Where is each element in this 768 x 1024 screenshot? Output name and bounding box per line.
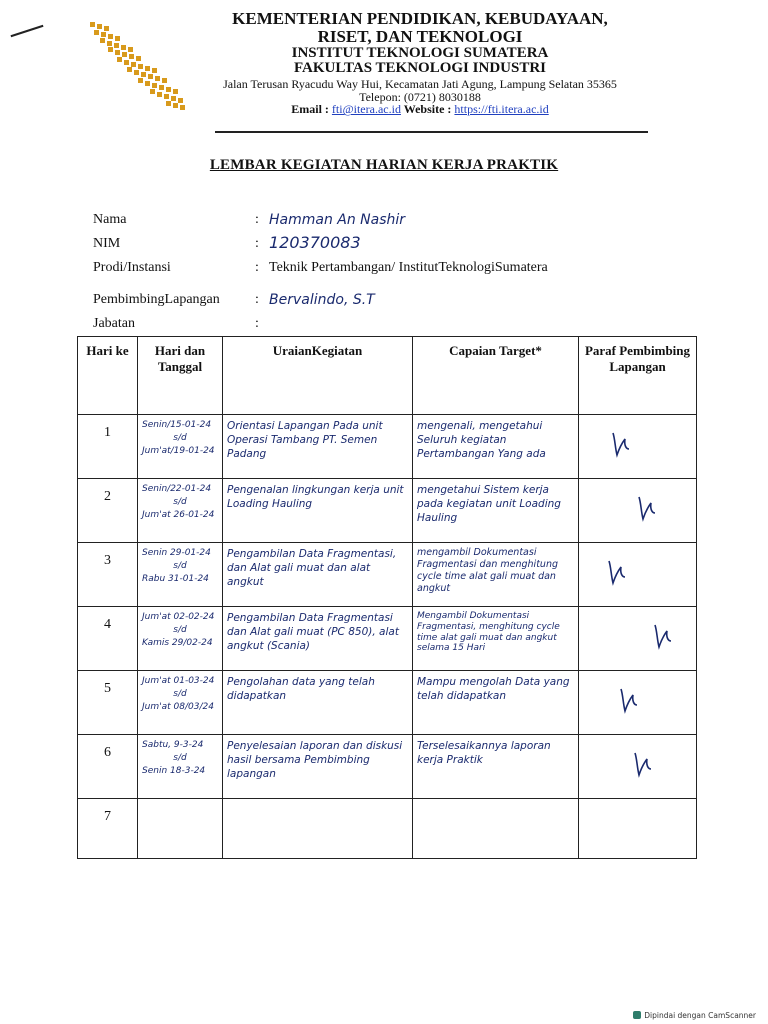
row-signature bbox=[579, 607, 697, 671]
jabatan-label: Jabatan bbox=[93, 316, 135, 331]
col-header-date: Hari dan Tanggal bbox=[138, 337, 223, 415]
row-date bbox=[138, 799, 223, 859]
camscanner-icon bbox=[633, 1011, 641, 1019]
signature-mark bbox=[605, 557, 631, 587]
colon: : bbox=[255, 260, 259, 275]
field-nim bbox=[93, 228, 693, 252]
faculty-name: FAKULTAS TEKNOLOGI INDUSTRI bbox=[293, 60, 546, 77]
field-pembimbing bbox=[93, 284, 693, 308]
row-number: 5 bbox=[78, 671, 138, 735]
signature-mark bbox=[617, 685, 643, 715]
nama-label: Nama bbox=[93, 212, 127, 227]
col-header-target: Capaian Target* bbox=[413, 337, 579, 415]
row-date: Sabtu, 9-3-24 s/d Senin 18-3-24 bbox=[138, 735, 223, 799]
row-activity: Pengambilan Data Fragmentasi dan Alat gali muat (PC 850), alat angkut (Scania) bbox=[223, 607, 413, 671]
row-activity: Orientasi Lapangan Pada unit Operasi Tambang PT. Semen Padang bbox=[223, 415, 413, 479]
row-date: Jum'at 01-03-24 s/d Jum'at 08/03/24 bbox=[138, 671, 223, 735]
row-signature bbox=[579, 543, 697, 607]
row-signature bbox=[579, 735, 697, 799]
email-link[interactable]: fti@itera.ac.id bbox=[331, 102, 401, 117]
field-nama bbox=[93, 204, 693, 228]
col-header-sign: Paraf Pembimbing Lapangan bbox=[579, 337, 697, 415]
ministry-name: KEMENTERIAN PENDIDIKAN, KEBUDAYAAN, bbox=[232, 9, 608, 28]
colon: : bbox=[255, 212, 259, 227]
table-row bbox=[78, 543, 697, 607]
table-header-row bbox=[78, 337, 697, 415]
letterhead bbox=[185, 10, 655, 116]
row-activity bbox=[223, 799, 413, 859]
table-row bbox=[78, 479, 697, 543]
table-row bbox=[78, 415, 697, 479]
contact-line bbox=[185, 103, 655, 116]
row-number: 4 bbox=[78, 607, 138, 671]
watermark-text: Dipindai dengan CamScanner bbox=[644, 1011, 756, 1020]
row-number: 6 bbox=[78, 735, 138, 799]
row-signature bbox=[579, 671, 697, 735]
row-activity: Pengambilan Data Fragmentasi, dan Alat gali muat dan alat angkut bbox=[223, 543, 413, 607]
row-target bbox=[413, 799, 579, 859]
prodi-value: Teknik Pertambangan/ InstitutTeknologiSumatera bbox=[269, 260, 548, 275]
nim-label: NIM bbox=[93, 236, 121, 251]
row-activity: Penyelesaian laporan dan diskusi hasil bersama Pembimbing lapangan bbox=[223, 735, 413, 799]
address: Jalan Terusan Ryacudu Way Hui, Kecamatan Jati Agung, Lampung Selatan 35365 bbox=[223, 77, 617, 92]
table-row bbox=[78, 671, 697, 735]
phone: Telepon: (0721) 8030188 bbox=[359, 89, 481, 104]
row-target: mengambil Dokumentasi Fragmentasi dan menghitung cycle time alat gali muat dan angkut bbox=[413, 543, 579, 607]
table-row bbox=[78, 607, 697, 671]
nim-value: 120370083 bbox=[269, 233, 361, 252]
row-target: mengenali, mengetahui Seluruh kegiatan Pertambangan Yang ada bbox=[413, 415, 579, 479]
row-date: Senin 29-01-24 s/d Rabu 31-01-24 bbox=[138, 543, 223, 607]
field-prodi bbox=[93, 252, 693, 276]
row-date: Senin/15-01-24 s/d Jum'at/19-01-24 bbox=[138, 415, 223, 479]
header-divider bbox=[215, 131, 648, 133]
colon: : bbox=[255, 236, 259, 251]
table-row bbox=[78, 735, 697, 799]
row-number: 2 bbox=[78, 479, 138, 543]
document-title: LEMBAR KEGIATAN HARIAN KERJA PRAKTIK bbox=[209, 157, 559, 173]
stray-pen-mark bbox=[11, 25, 44, 37]
ministry-name-cont: RISET, DAN TEKNOLOGI bbox=[317, 26, 523, 46]
email-label: Email : bbox=[291, 102, 329, 117]
row-number: 7 bbox=[78, 799, 138, 859]
website-label: Website : bbox=[403, 102, 452, 117]
row-target: Mengambil Dokumentasi Fragmentasi, menghitung cycle time alat gali muat dan angkut selama 15 Hari bbox=[413, 607, 579, 671]
prodi-label: Prodi/Instansi bbox=[93, 260, 171, 275]
row-activity: Pengenalan lingkungan kerja unit Loading Hauling bbox=[223, 479, 413, 543]
table-row bbox=[78, 799, 697, 859]
row-number: 1 bbox=[78, 415, 138, 479]
website-link[interactable]: https://fti.itera.ac.id bbox=[454, 102, 549, 117]
signature-mark bbox=[635, 493, 661, 523]
row-target: Terselesaikannya laporan kerja Praktik bbox=[413, 735, 579, 799]
institute-name: INSTITUT TEKNOLOGI SUMATERA bbox=[291, 44, 549, 61]
row-date: Jum'at 02-02-24 s/d Kamis 29/02-24 bbox=[138, 607, 223, 671]
col-header-activity: UraianKegiatan bbox=[223, 337, 413, 415]
field-jabatan bbox=[93, 308, 693, 332]
activity-table bbox=[77, 336, 697, 859]
row-signature bbox=[579, 479, 697, 543]
colon: : bbox=[255, 292, 259, 307]
row-activity: Pengolahan data yang telah didapatkan bbox=[223, 671, 413, 735]
scanner-watermark bbox=[633, 1011, 756, 1020]
signature-mark bbox=[609, 429, 635, 459]
colon: : bbox=[255, 316, 259, 331]
col-header-no: Hari ke bbox=[78, 337, 138, 415]
row-signature bbox=[579, 799, 697, 859]
pembimbing-value: Bervalindo, S.T bbox=[269, 292, 375, 308]
row-number: 3 bbox=[78, 543, 138, 607]
row-target: mengetahui Sistem kerja pada kegiatan unit Loading Hauling bbox=[413, 479, 579, 543]
pembimbing-label: PembimbingLapangan bbox=[93, 292, 220, 307]
nama-value: Hamman An Nashir bbox=[269, 212, 406, 228]
signature-mark bbox=[631, 749, 657, 779]
row-signature bbox=[579, 415, 697, 479]
signature-mark bbox=[651, 621, 677, 651]
row-date: Senin/22-01-24 s/d Jum'at 26-01-24 bbox=[138, 479, 223, 543]
row-target: Mampu mengolah Data yang telah didapatkan bbox=[413, 671, 579, 735]
